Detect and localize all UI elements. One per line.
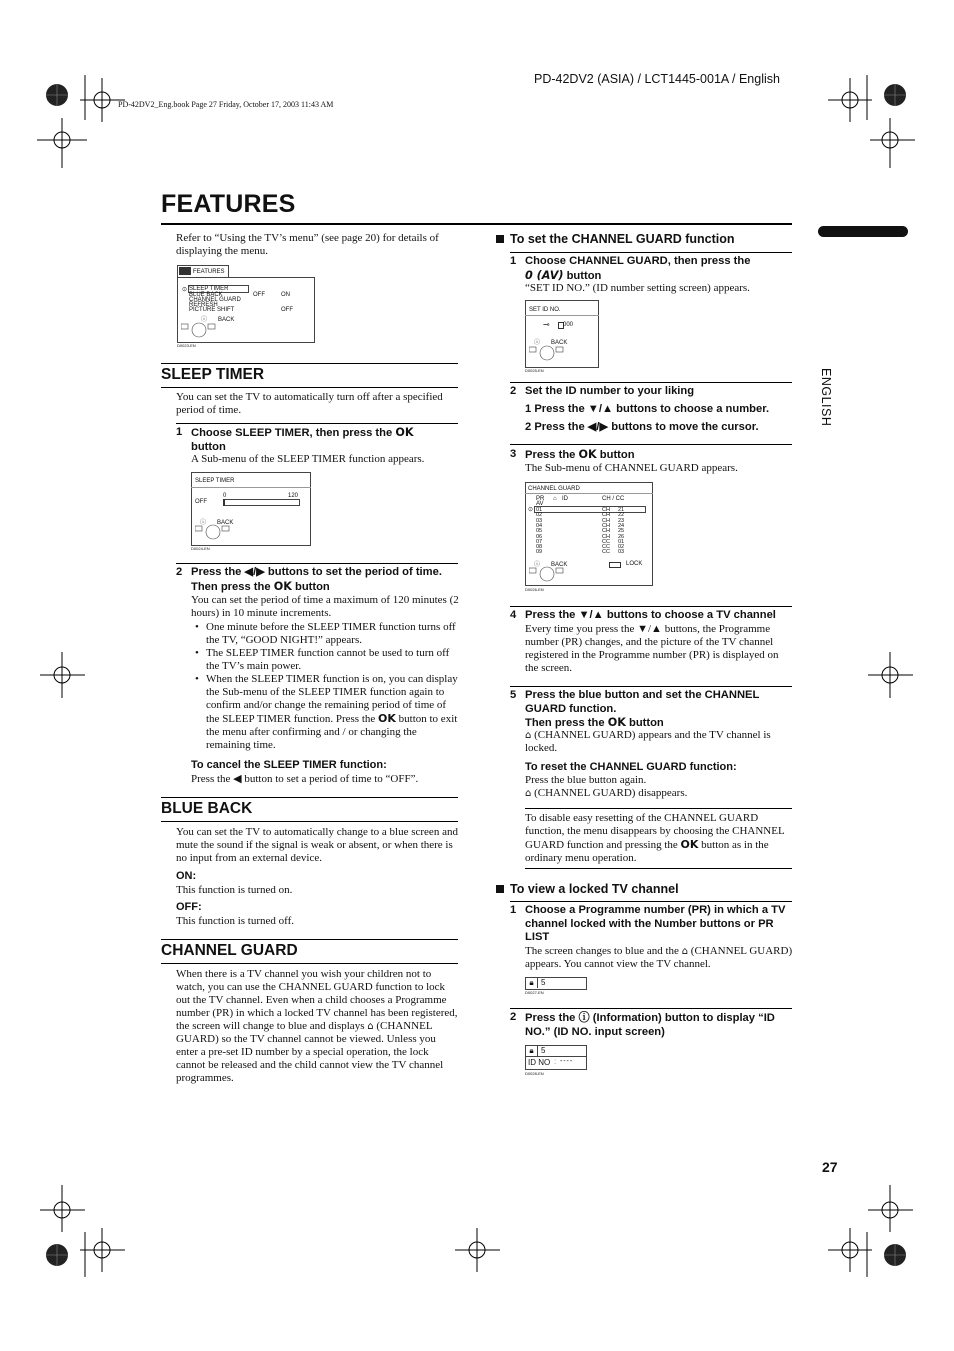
paragraph-text: (CHANNEL GUARD) appears and the TV channel is locked. [525, 729, 771, 754]
divider [191, 487, 311, 488]
step-text: button [625, 717, 664, 729]
cg-pr: 09 [536, 549, 543, 556]
cg-ch: 26 [618, 533, 625, 540]
cg-highlight [534, 506, 646, 513]
step-text: button [294, 580, 330, 593]
view-step1-desc [525, 945, 793, 971]
page-title: FEATURES [161, 190, 296, 218]
sleep-screen-title: SLEEP TIMER [195, 478, 235, 484]
back-label: BACK [551, 562, 568, 568]
off-label: OFF: [176, 901, 202, 913]
intro-text: Refer to “Using the TV’s menu” (see page 20) for details of displaying the menu. [176, 232, 439, 257]
step-text: button [191, 440, 226, 453]
guard-step5-desc [525, 729, 793, 755]
menu-item: REFRESH [189, 302, 218, 308]
sleep-zero: 0 [223, 493, 227, 499]
set-guard-heading [496, 232, 735, 246]
page-number: 27 [822, 1159, 838, 1175]
step-rule [510, 686, 792, 687]
ok-icon: OK [395, 426, 414, 439]
side-tab-label: ENGLISH [819, 368, 833, 427]
divider [538, 1056, 586, 1057]
cg-band: CH [602, 522, 610, 529]
blue-button-icon [609, 562, 621, 568]
sleep-step1-desc: A Sub-menu of the SLEEP TIMER function appears. [191, 453, 425, 465]
guard-note [525, 812, 787, 865]
list-item: • One minute before the SLEEP TIMER function turns off the TV, “GOOD NIGHT!” appears. [206, 621, 459, 647]
side-tab-bar [818, 226, 908, 237]
cg-band: CH [602, 528, 610, 535]
cg-band: CC [602, 544, 610, 551]
cursor-icon: ⊙ [182, 287, 188, 293]
sleep-timer-screen [191, 472, 311, 554]
step-rule [510, 252, 792, 253]
ok-icon: OK [680, 838, 699, 851]
paragraph-text: To disable easy resetting of the CHANNEL GUARD function, the menu disappears by choosing the CHANNEL GUARD function and pressing the [525, 812, 785, 851]
screen-code: D0026-EN [525, 587, 544, 592]
dpad-icon [529, 344, 569, 362]
av-button-icon: 0 (AV) [525, 268, 564, 282]
cg-ch: 21 [618, 507, 625, 513]
sleep-bar-handle [223, 499, 225, 506]
list-item [206, 673, 459, 752]
step-text: (Information) button to display “ID NO.” (ID NO. input screen) [525, 1012, 775, 1038]
step-number: 1 [510, 255, 517, 267]
cg-pr: 04 [536, 522, 543, 529]
divider [525, 493, 653, 494]
menu-value: OFF [253, 292, 265, 298]
cg-pr: 07 [536, 538, 543, 545]
guard-step2-sub2: 2 Press the ◀/▶ buttons to move the cursor. [525, 421, 759, 433]
divider [525, 315, 599, 316]
menu-value: OFF [281, 307, 293, 313]
back-label: BACK [551, 340, 568, 346]
ok-icon: OK [273, 579, 292, 593]
step-text: Press the [525, 449, 579, 461]
menu-value: ON [281, 292, 290, 298]
section-rule [161, 797, 458, 798]
cg-ch: 03 [618, 549, 625, 556]
cg-col-pr: PR [536, 496, 545, 502]
menu-tab-label: FEATURES [193, 269, 225, 275]
guard-step2: Set the ID number to your liking [525, 385, 695, 397]
note-rule [525, 868, 792, 869]
step-number: 1 [176, 426, 183, 438]
screen-code: D0027-EN [525, 990, 544, 995]
screen-code: D0025-EN [525, 368, 544, 373]
title-rule [161, 223, 792, 225]
paragraph-text: button as in the ordinary menu operation. [525, 839, 769, 864]
menu-item: PICTURE SHIFT [189, 307, 235, 313]
guard-step3-desc: The Sub-menu of CHANNEL GUARD appears. [525, 462, 738, 474]
set-id-screen [525, 300, 599, 378]
step-number: 2 [510, 385, 517, 397]
cg-pr: 03 [536, 517, 543, 524]
step-text: Press the [525, 1012, 579, 1024]
cg-col-ch: CH / CC [602, 496, 625, 502]
back-label: BACK [217, 520, 234, 526]
cg-band: CH [602, 533, 610, 540]
info-button-icon: ⓘ [578, 1011, 590, 1024]
screen-code: D0028-EN [525, 1071, 544, 1076]
cg-pr: 05 [536, 528, 543, 535]
osd-pr: 5 [541, 1046, 546, 1055]
dpad-icon [195, 523, 235, 541]
menu-item: SLEEP TIMER [189, 286, 229, 292]
paragraph-text: (CHANNEL GUARD) disappears. [531, 787, 688, 799]
info-icon: ⓘ [534, 562, 541, 568]
step-number: 5 [510, 689, 517, 701]
info-icon: ⓘ [201, 317, 208, 323]
square-bullet-icon [496, 885, 504, 893]
id-no-label: ID NO [528, 1058, 551, 1067]
step-number: 2 [510, 1011, 517, 1023]
guard-step2-sub1: 1 Press the ▼/▲ buttons to choose a number. [525, 403, 770, 415]
osd-pr: 5 [541, 978, 546, 987]
step-number: 2 [176, 566, 183, 578]
back-label: BACK [218, 317, 235, 323]
locked-osd [525, 977, 587, 997]
channel-guard-screen [525, 482, 653, 594]
cg-col-id: ID [562, 496, 568, 502]
key-icon: ⊸ [543, 320, 550, 329]
paragraph-text: When there is a TV channel you wish your children not to watch, you can use the CHANNEL GUARD function to lock out the TV channel. Even when a child chooses a Programme number (PR) in which a locked TV channel has been registered, the screen will change to blue and displays [176, 968, 458, 1032]
reset-desc-2 [525, 787, 687, 800]
sleep-step2 [191, 566, 466, 594]
square-bullet-icon [496, 235, 504, 243]
lock-icon: ⌂ [525, 788, 532, 799]
lock-label: LOCK [626, 561, 643, 567]
cg-band: CH [602, 512, 610, 519]
cg-band: CH [602, 507, 610, 513]
step-rule [510, 1008, 792, 1009]
guard-step4-desc: Every time you press the ▼/▲ buttons, the Programme number (PR) changes, and the picture of the TV channel registered in the Programme number (PR) is displayed on the screen. [525, 623, 779, 674]
step-text: Choose CHANNEL GUARD, then press the [525, 255, 751, 267]
sleep-max: 120 [288, 493, 299, 499]
guard-step1-desc: “SET ID NO.” (ID number setting screen) appears. [525, 282, 750, 294]
lock-icon: ⌂ [367, 1021, 374, 1032]
book-info: PD-42DV2_Eng.book Page 27 Friday, October 17, 2003 11:43 AM [118, 100, 334, 109]
list-item: • The SLEEP TIMER function cannot be used to turn off the TV’s main power. [206, 647, 459, 673]
guard-step4: Press the ▼/▲ buttons to choose a TV channel [525, 609, 776, 621]
cg-ch: 23 [618, 517, 625, 524]
section-rule [161, 363, 458, 364]
screen-code: D0024-EN [191, 546, 210, 551]
sleep-timer-heading: SLEEP TIMER [161, 366, 265, 383]
heading-text: To set the CHANNEL GUARD function [510, 232, 735, 246]
step-text: Choose SLEEP TIMER, then press the [191, 427, 396, 439]
cg-pr: 01 [536, 507, 543, 513]
cg-ch: 25 [618, 528, 625, 535]
sleep-bar [223, 499, 300, 506]
lock-icon: ⌂ [553, 496, 557, 502]
guard-step1 [525, 255, 795, 283]
colon: : [554, 1057, 557, 1066]
cg-title: CHANNEL GUARD [528, 486, 580, 492]
cg-band: CC [602, 549, 610, 556]
lock-icon: 🔒︎ [526, 1046, 538, 1057]
step-text: Press the ◀/▶ buttons to set the period of time. [191, 566, 442, 578]
ok-icon: OK [578, 448, 597, 461]
cg-av: AV [536, 501, 544, 507]
heading-text: To view a locked TV channel [510, 882, 679, 896]
step-number: 1 [510, 904, 517, 916]
step-rule [510, 444, 792, 445]
step-text: button [596, 449, 635, 461]
blue-back-heading: BLUE BACK [161, 800, 253, 817]
features-menu-screen [177, 265, 317, 350]
lock-icon: ⌂ [681, 946, 689, 957]
guard-step5 [525, 689, 787, 731]
on-desc: This function is turned on. [176, 884, 293, 896]
sleep-bullets [206, 621, 459, 752]
step-rule [176, 423, 458, 424]
view-step2 [525, 1011, 795, 1039]
id-no-osd [525, 1045, 587, 1080]
cancel-desc: Press the ◀ button to set a period of time to “OFF”. [191, 773, 419, 785]
step-text: Then press the [191, 580, 274, 593]
menu-tab-icon [179, 267, 191, 275]
cg-band: CH [602, 517, 610, 524]
guard-step3 [525, 448, 635, 463]
lock-icon: 🔒︎ [526, 978, 538, 988]
section-rule [161, 939, 458, 940]
ok-icon: OK [378, 712, 396, 725]
menu-item: CHANNEL GUARD [189, 297, 241, 303]
cg-pr: 02 [536, 512, 543, 519]
set-id-title: SET ID NO. [529, 307, 561, 313]
reset-heading: To reset the CHANNEL GUARD function: [525, 761, 737, 773]
cg-band: CC [602, 538, 610, 545]
channel-guard-heading: CHANNEL GUARD [161, 942, 298, 959]
step-rule [510, 606, 792, 607]
cancel-heading: To cancel the SLEEP TIMER function: [191, 759, 387, 771]
view-step1: Choose a Programme number (PR) in which a TV channel locked with the Number buttons or PR LIST [525, 904, 786, 943]
ok-icon: OK [607, 716, 626, 729]
step-text: Then press the [525, 717, 608, 729]
cg-pr: 06 [536, 533, 543, 540]
view-locked-heading [496, 882, 679, 896]
off-desc: This function is turned off. [176, 915, 295, 927]
id-no-dashes: - - - - [560, 1058, 572, 1065]
screen-code: D0023-EN [177, 343, 196, 348]
info-icon: ⓘ [534, 340, 541, 346]
cg-ch: 22 [618, 512, 625, 519]
step-rule [510, 901, 792, 902]
dpad-icon [181, 321, 221, 339]
step-rule [176, 563, 458, 564]
list-item-text: button to exit the menu after confirming and / or changing the remaining time. [206, 713, 458, 751]
section-rule [161, 963, 458, 964]
paragraph-text: (CHANNEL GUARD) appears. You cannot view the TV channel. [525, 945, 793, 970]
info-icon: ⓘ [200, 520, 207, 526]
sleep-step2-desc: You can set the period of time a maximum of 120 minutes (2 hours) in 10 minute increments. [191, 594, 459, 619]
cursor-icon: ⊙ [528, 507, 534, 513]
step-text: button [563, 269, 602, 282]
step-number: 4 [510, 609, 517, 621]
cg-ch: 01 [618, 538, 625, 545]
step-text: Press the blue button and set the CHANNEL GUARD function. [525, 689, 760, 715]
on-label: ON: [176, 870, 197, 882]
set-id-value: 000 [563, 322, 574, 328]
menu-item: BLUE BACK [189, 292, 223, 298]
note-rule [525, 808, 792, 809]
section-rule [161, 387, 458, 388]
cg-pr: 08 [536, 544, 543, 551]
blue-back-intro: You can set the TV to automatically change to a blue screen and mute the sound if the signal is weak or absent, or when there is no input from an external device. [176, 826, 458, 864]
sleep-step1 [191, 426, 461, 454]
model-header: PD-42DV2 (ASIA) / LCT1445-001A / English [534, 72, 780, 86]
dpad-icon [529, 565, 569, 583]
cg-ch: 02 [618, 544, 625, 551]
section-rule [161, 821, 458, 822]
step-number: 3 [510, 448, 517, 460]
channel-guard-intro [176, 968, 460, 1085]
paragraph-text: (CHANNEL GUARD) so the TV channel cannot be viewed. Unless you enter a pre-set ID number by a special operation, the lock cannot be released and the child cannot view the TV channel programmes. [176, 1020, 444, 1084]
lock-icon: ⌂ [525, 730, 532, 741]
sleep-timer-intro: You can set the TV to automatically turn off after a specified period of time. [176, 391, 443, 416]
list-item-text: When the SLEEP TIMER function is on, you can display the Sub-menu of the SLEEP TIMER function again to confirm and/or change the remaining period of time of the SLEEP TIMER function. Press the [206, 673, 458, 725]
step-rule [510, 382, 792, 383]
sleep-off: OFF [195, 499, 207, 505]
reset-desc-1: Press the blue button again. [525, 774, 647, 786]
cg-ch: 24 [618, 522, 625, 529]
paragraph-text: The screen changes to blue and the [525, 945, 682, 957]
